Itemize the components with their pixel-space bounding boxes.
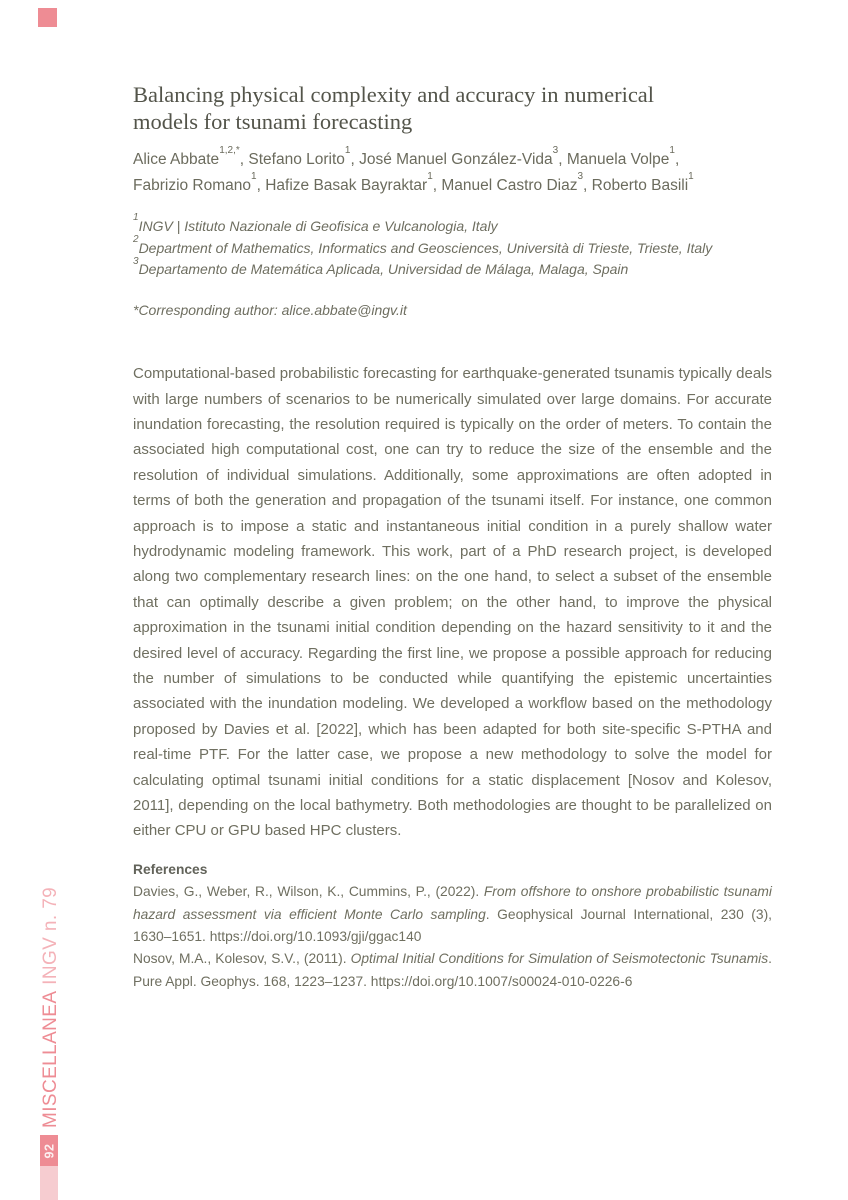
- page-number: 92: [42, 1143, 56, 1158]
- author-name: Stefano Lorito: [248, 151, 345, 168]
- author-superscript: 3: [552, 144, 559, 156]
- author-superscript: 1: [251, 170, 257, 182]
- author-name: Fabrizio Romano: [133, 177, 252, 194]
- affiliation-superscript: 1: [133, 212, 139, 224]
- series-label: MISCELLANEA: [40, 990, 61, 1128]
- affiliation-line: $^3$Departamento de Matemática Aplicada, Universidad de Málaga, Malaga, Spain: [133, 255, 629, 278]
- label-space: [40, 985, 61, 991]
- reference-title-italic: Optimal Initial Conditions for Simulation of Seismotectonic Tsunamis: [350, 951, 769, 967]
- author-superscript: 1,2,*: [219, 144, 240, 156]
- author-superscript: 1: [427, 170, 433, 182]
- abstract-paragraph: Computational-based probabilistic forecasting for earthquake-generated tsunamis typically deals with large numbers of scenarios to be numerically simulated over large domains. For accurate inundation forecasting, the resolution required is typically on the order of meters. To contain the associated high computational cost, one can try to reduce the size of the ensemble and the resolution of individual simulations. Additionally, some approximations are often adopted in terms of both the generation and propagation of the tsunami itself. For instance, one common approach is to impose a static and instantaneous initial condition in a purely shallow water hydrodynamic modeling framework. This work, part of a PhD research project, is developed along two complementary research lines: on the one hand, to select a subset of the ensemble that can optimally describe a given problem; on the other hand, to improve the physical approximation in the tsunami initial condition depending on the hazard sensitivity to it and the desired level of accuracy. Regarding the first line, we propose a possible approach for reducing the number of simulations to be conducted while quantifying the epistemic uncertainties associated with the inundation modeling. We developed a workflow based on the methodology proposed by Davies et al. [2022], which has been adapted for both site-specific S-PTHA and real-time PTF. For the latter case, we propose a new methodology to solve the model for calculating optimal tsunami initial conditions for a static displacement [Nosov and Kolesov, 2011], depending on the local bathymetry. Both methodologies are thought to be parallelized on either CPU or GPU based HPC clusters.: [133, 365, 772, 840]
- corresponding-author-line: *Corresponding author: alice.abbate@ingv.it: [133, 302, 407, 319]
- author-superscript: 1: [344, 144, 351, 156]
- reference-entry: Nosov, M.A., Kolesov, S.V., (2011). Optimal Initial Conditions for Simulation of Seismotectonic Tsunamis. Pure Appl. Geophys. 168, 1223–1237. https://doi.org/10.1007/s00024-010-0226-6: [133, 951, 772, 989]
- author-name: Hafize Basak Bayraktar: [265, 177, 428, 194]
- affiliation-line: $^1$INGV | Istituto Nazionale di Geofisica e Vulcanologia, Italy: [133, 212, 498, 234]
- author-superscript: 1: [688, 170, 694, 182]
- issue-label: INGV n. 79: [40, 886, 61, 985]
- authors-line: Alice Abbate$^{1,2,*}$, Stefano Lorito$^1$, José Manuel González-Vida$^3$, Manuela Volpe$^1$, Fabrizio Romano$^1$, Hafize Basak Bayraktar$^1$, Manuel Castro Diaz$^3$, Roberto Basili$^1$: [133, 144, 694, 194]
- title-line-1: Balancing physical complexity and accuracy in numerical: [133, 82, 655, 107]
- author-name: José Manuel González-Vida: [359, 151, 553, 168]
- title-line-2: models for tsunami forecasting: [133, 108, 413, 134]
- author-name: Roberto Basili: [591, 177, 689, 194]
- reference-entry: Davies, G., Weber, R., Wilson, K., Cummins, P., (2022). From offshore to onshore probabilistic tsunami hazard assessment via efficient Monte Carlo sampling. Geophysical Journal International, 230 (3), 1630–1651. https://doi.org/10.1093/gji/ggac140: [133, 884, 772, 945]
- corner-marker: [38, 8, 57, 27]
- affiliations: [133, 212, 772, 281]
- sidebar-vertical-label: [41, 876, 60, 1128]
- author-superscript: 1: [669, 144, 675, 156]
- paper-title: [133, 82, 772, 135]
- content-column: [133, 82, 772, 993]
- affiliation-superscript: 3: [133, 255, 139, 267]
- author-name: Manuel Castro Diaz: [441, 177, 578, 194]
- references-section: [133, 859, 772, 993]
- author-superscript: 3: [577, 170, 584, 182]
- references-list: [133, 881, 772, 993]
- affiliation-line: $^2$Department of Mathematics, Informatics and Geosciences, Università di Trieste, Trieste, Italy: [133, 234, 713, 256]
- author-name: Manuela Volpe: [566, 151, 670, 168]
- author-name: Alice Abbate: [133, 151, 220, 168]
- affiliation-superscript: 2: [133, 234, 139, 246]
- reference-title-italic: From offshore to onshore probabilistic tsunami hazard assessment via efficient Monte Carlo sampling: [133, 884, 772, 922]
- sidebar-strip: [40, 1166, 58, 1200]
- references-heading: References: [133, 861, 208, 877]
- page-number-box: [40, 1135, 58, 1166]
